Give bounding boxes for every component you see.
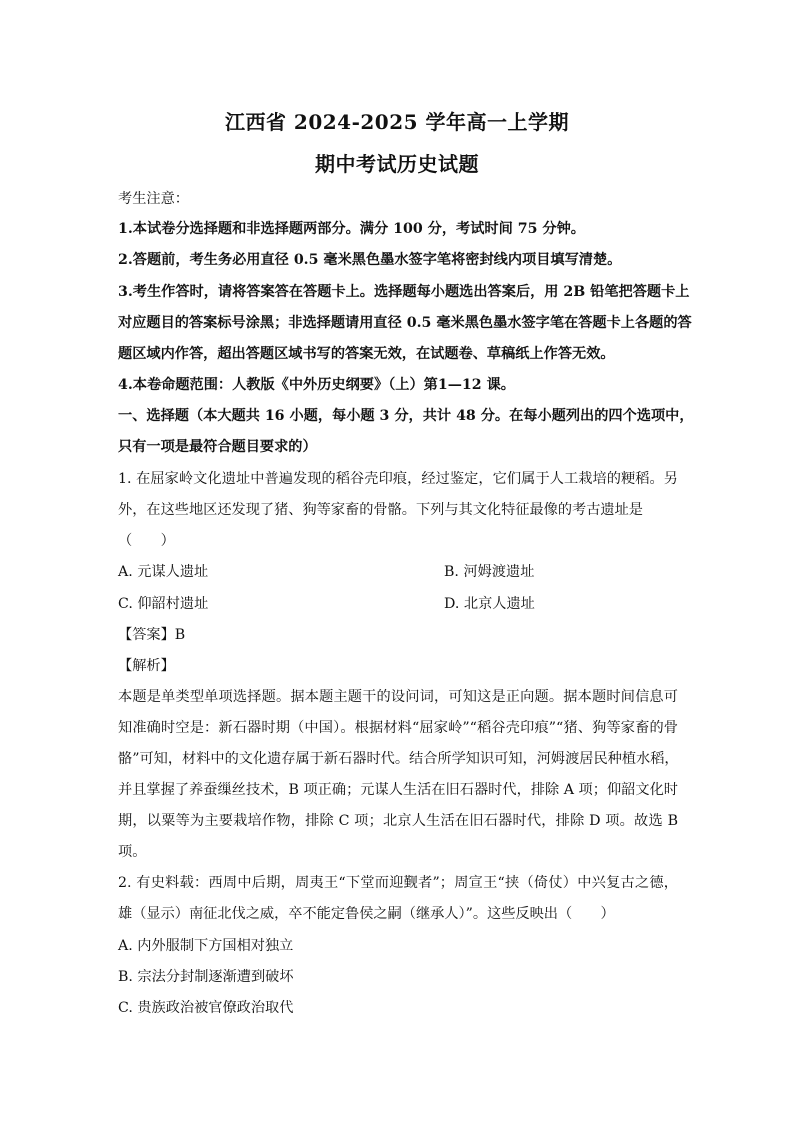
q1-stem-line1: 1. 在屈家岭文化遗址中普遍发现的稻谷壳印痕，经过鉴定，它们属于人工栽培的粳稻。另 xyxy=(118,471,678,487)
q1-answer: 【答案】B xyxy=(118,627,186,643)
q2-option-b: B. 宗法分封制逐渐遭到破坏 xyxy=(118,969,294,985)
q1-stem-line2: 外，在这些地区还发现了猪、狗等家畜的骨骼。下列与其文化特征最像的考古遗址是 xyxy=(118,502,643,518)
q1-analysis-line5: 期，以粟等为主要栽培作物，排除 C 项；北京人生活在旧石器时代，排除 D 项。故选 B xyxy=(118,813,678,829)
q1-option-b: B. 河姆渡遗址 xyxy=(444,564,535,580)
q1-analysis-line4: 并且掌握了养蚕缫丝技术，B 项正确；元谋人生活在旧石器时代，排除 A 项；仰韶文化时 xyxy=(118,782,678,798)
q1-analysis-line3: 骼”可知，材料中的文化遗存属于新石器时代。结合所学知识可知，河姆渡居民种植水稻， xyxy=(118,751,679,767)
notice-item-2: 2.答题前，考生务必用直径 0.5 毫米黑色墨水签字笔将密封线内项目填写清楚。 xyxy=(118,252,622,268)
exam-title-line2: 期中考试历史试题 xyxy=(315,152,479,176)
q1-option-d: D. 北京人遗址 xyxy=(444,596,535,612)
q1-analysis-line2: 知准确时空是：新石器时期（中国）。根据材料“屈家岭”“稻谷壳印痕”“猪、狗等家畜的骨 xyxy=(118,720,678,736)
notice-item-3: 3.考生作答时，请将答案答在答题卡上。选择题每小题选出答案后，用 2B 铅笔把答题卡上 xyxy=(118,284,690,300)
exam-title-line1: 江西省 2024-2025 学年高一上学期 xyxy=(224,110,570,134)
notice-item-4: 4.本卷命题范围：人教版《中外历史纲要》（上）第1—12 课。 xyxy=(118,377,515,393)
q2-option-c: C. 贵族政治被官僚政治取代 xyxy=(118,1000,294,1016)
q1-analysis-heading: 【解析】 xyxy=(118,658,175,674)
section1-heading: 一、选择题（本大题共 16 小题，每小题 3 分，共计 48 分。在每小题列出的四个选项中， xyxy=(118,408,694,424)
notice-heading: 考生注意： xyxy=(118,191,189,207)
q1-stem-line3: （ ） xyxy=(118,533,175,549)
q2-stem-line2: 雄（显示）南征北伐之威，卒不能定鲁侯之嗣（继承人）”。这些反映出（ ） xyxy=(118,906,615,922)
q1-analysis-line1: 本题是单类型单项选择题。据本题主题干的设问词，可知这是正向题。据本题时间信息可 xyxy=(118,689,678,705)
section1-heading-cont: 只有一项是最符合题目要求的） xyxy=(118,439,317,455)
q1-option-a: A. 元谋人遗址 xyxy=(118,564,209,580)
q1-option-c: C. 仰韶村遗址 xyxy=(118,596,209,612)
notice-item-3-cont2: 题区域内作答，超出答题区域书写的答案无效，在试题卷、草稿纸上作答无效。 xyxy=(118,346,615,362)
notice-item-3-cont: 对应题目的答案标号涂黑；非选择题请用直径 0.5 毫米黑色墨水签字笔在答题卡上各题的答 xyxy=(118,315,692,331)
q1-analysis-line6: 项。 xyxy=(118,844,147,860)
notice-item-1: 1.本试卷分选择题和非选择题两部分。满分 100 分，考试时间 75 分钟。 xyxy=(118,221,585,237)
q2-stem-line1: 2. 有史料载：西周中后期，周夷王“下堂而迎觐者”；周宣王“挟（倚仗）中兴复古之德， xyxy=(118,875,678,891)
q2-option-a: A. 内外服制下方国相对独立 xyxy=(118,938,294,954)
